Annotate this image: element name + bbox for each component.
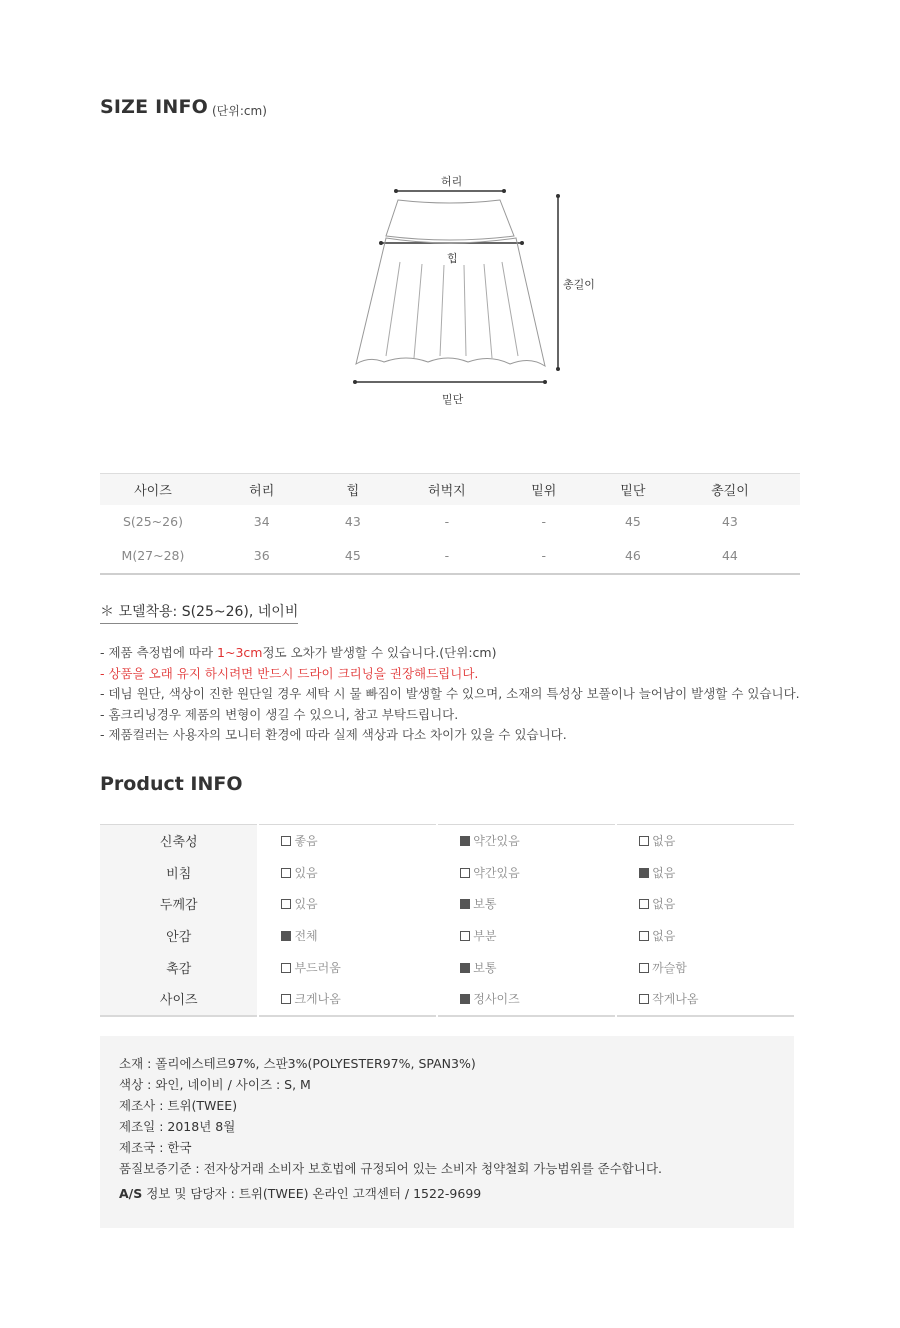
option-label: 정사이즈	[473, 992, 520, 1007]
product-info-label: 촉감	[100, 951, 258, 983]
option-label: 없음	[652, 897, 676, 912]
table-cell: -	[444, 548, 450, 563]
table-cell: 36	[253, 548, 270, 563]
option-label: 약간있음	[473, 834, 520, 849]
product-info-row	[100, 983, 794, 1016]
empty-box-icon	[639, 899, 649, 909]
table-cell: 44	[721, 548, 738, 563]
option-label: 없음	[652, 929, 676, 944]
product-info-label: 신축성	[100, 825, 258, 857]
table-cell: M(27~28)	[121, 548, 185, 563]
product-info-option	[258, 920, 437, 952]
empty-box-icon	[281, 836, 291, 846]
size-info-title: SIZE INFO	[100, 96, 209, 118]
care-notices	[100, 643, 800, 746]
product-info-option	[258, 857, 437, 889]
product-info-row	[100, 888, 794, 920]
product-info-option	[437, 888, 616, 920]
table-cell: 45	[624, 514, 641, 529]
notice-item: - 데님 원단, 색상이 진한 원단일 경우 세탁 시 물 빠짐이 발생할 수 있으며, 소재의 특성상 보풀이나 늘어남이 발생할 수 있습니다.	[100, 686, 800, 701]
header-cell: 밑위	[531, 483, 557, 499]
checked-box-icon	[460, 994, 470, 1004]
product-info-option	[616, 825, 794, 857]
warranty-line: 품질보증기준 : 전자상거래 소비자 보호법에 규정되어 있는 소비자 청약철회 가능범위를 준수합니다.	[119, 1161, 662, 1176]
table-cell: 43	[721, 514, 738, 529]
header-cell: 힙	[346, 483, 360, 499]
table-cell: -	[541, 548, 547, 563]
material-line: 소재 : 폴리에스테르97%, 스판3%(POLYESTER97%, SPAN3%)	[119, 1056, 476, 1071]
manufacture-date-line: 제조일 : 2018년 8월	[119, 1119, 236, 1134]
table-cell: S(25~26)	[122, 514, 183, 529]
size-table-header	[100, 474, 800, 505]
size-table	[100, 473, 800, 575]
empty-box-icon	[281, 899, 291, 909]
manufacturer-line: 제조사 : 트위(TWEE)	[119, 1098, 238, 1113]
empty-box-icon	[460, 931, 470, 941]
size-info-unit: (단위:cm)	[212, 104, 267, 118]
product-info-label: 안감	[100, 920, 258, 952]
notice-item: - 제품컬러는 사용자의 모니터 환경에 따라 실제 색상과 다소 차이가 있을 수 있습니다.	[100, 727, 567, 742]
option-label: 보통	[473, 897, 497, 912]
table-cell: 43	[344, 514, 361, 529]
product-info-option	[258, 983, 437, 1016]
header-cell: 총길이	[711, 483, 749, 499]
option-label: 까슬함	[652, 960, 687, 975]
table-cell: 46	[624, 548, 641, 563]
hem-label: 밑단	[442, 393, 464, 406]
product-info-option	[616, 951, 794, 983]
table-cell: -	[444, 514, 450, 529]
empty-box-icon	[281, 994, 291, 1004]
option-label: 약간있음	[473, 865, 520, 880]
checked-box-icon	[281, 931, 291, 941]
product-info-label: 사이즈	[100, 983, 258, 1016]
product-info-option	[616, 888, 794, 920]
product-details-box	[100, 1036, 794, 1228]
table-cell: -	[541, 514, 547, 529]
option-label: 크게나옴	[294, 992, 341, 1007]
product-info-table	[100, 824, 794, 1017]
skirt-size-diagram	[340, 170, 610, 410]
color-size-line: 색상 : 와인, 네이비 / 사이즈 : S, M	[119, 1077, 311, 1092]
empty-box-icon	[460, 868, 470, 878]
option-label: 작게나옴	[652, 992, 699, 1007]
table-row	[100, 505, 800, 539]
product-info-row	[100, 951, 794, 983]
product-info-option	[616, 857, 794, 889]
option-label: 없음	[652, 865, 676, 880]
checked-box-icon	[460, 836, 470, 846]
product-info-option	[437, 983, 616, 1016]
option-label: 있음	[294, 865, 318, 880]
product-info-option	[258, 951, 437, 983]
option-label: 보통	[473, 960, 497, 975]
checked-box-icon	[460, 899, 470, 909]
header-cell: 허리	[249, 483, 275, 499]
option-label: 전체	[294, 929, 318, 944]
model-wearing-note: ＊ 모델착용: S(25~26), 네이비	[100, 601, 298, 624]
product-info-option	[258, 825, 437, 857]
checked-box-icon	[460, 963, 470, 973]
notice-item: - 홈크리닝경우 제품의 변형이 생길 수 있으니, 참고 부탁드립니다.	[100, 706, 459, 722]
empty-box-icon	[639, 994, 649, 1004]
empty-box-icon	[281, 868, 291, 878]
option-label: 부드러움	[294, 960, 341, 975]
header-cell: 밑단	[620, 483, 646, 499]
product-info-option	[437, 920, 616, 952]
header-cell: 허벅지	[428, 483, 466, 499]
table-cell: 45	[344, 548, 361, 563]
product-info-label: 두께감	[100, 888, 258, 920]
notice-item: - 상품을 오래 유지 하시려면 반드시 드라이 크리닝을 권장해드립니다.	[100, 665, 479, 681]
product-info-title: Product INFO	[100, 773, 243, 795]
option-label: 있음	[294, 897, 318, 912]
country-line: 제조국 : 한국	[119, 1140, 192, 1155]
product-info-label: 비침	[100, 857, 258, 889]
product-info-option	[437, 951, 616, 983]
empty-box-icon	[281, 963, 291, 973]
notice-item: - 제품 측정법에 따라 1~3cm정도 오차가 발생할 수 있습니다.(단위:cm)	[100, 645, 497, 660]
product-info-row	[100, 920, 794, 952]
product-info-option	[258, 888, 437, 920]
empty-box-icon	[639, 963, 649, 973]
empty-box-icon	[639, 836, 649, 846]
option-label: 부분	[473, 929, 497, 944]
table-cell: 34	[253, 514, 270, 529]
option-label: 없음	[652, 834, 676, 849]
empty-box-icon	[639, 931, 649, 941]
product-info-option	[616, 983, 794, 1016]
total-length-label: 총길이	[563, 278, 595, 291]
hip-label: 힙	[447, 252, 458, 265]
checked-box-icon	[639, 868, 649, 878]
product-info-option	[437, 825, 616, 857]
table-row	[100, 539, 800, 574]
product-info-option	[616, 920, 794, 952]
waist-label: 허리	[441, 175, 463, 188]
product-info-row	[100, 825, 794, 857]
product-info-option	[437, 857, 616, 889]
as-info-line: A/S 정보 및 담당자 : 트위(TWEE) 온라인 고객센터 / 1522-9699	[119, 1186, 482, 1201]
header-cell: 사이즈	[134, 483, 172, 499]
product-info-row	[100, 857, 794, 889]
option-label: 좋음	[294, 834, 318, 849]
